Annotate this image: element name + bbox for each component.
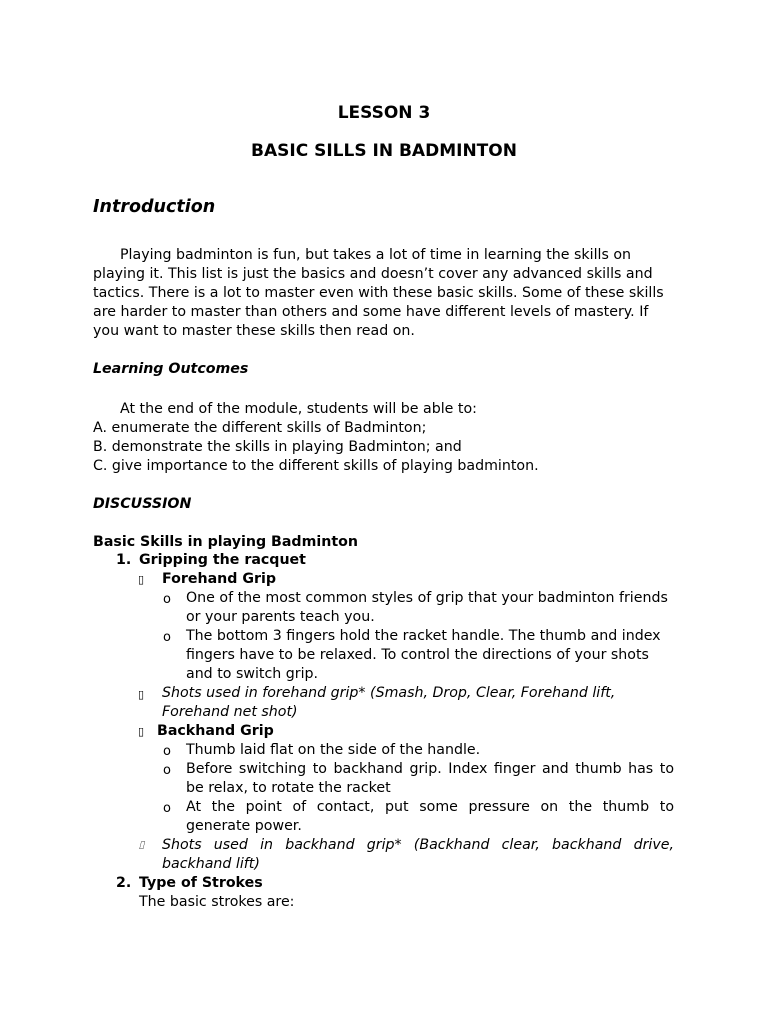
section-title: Basic Skills in playing Badminton bbox=[93, 534, 358, 550]
strokes-lead: The basic strokes are: bbox=[139, 894, 295, 910]
subject-title: BASIC SILLS IN BADMINTON bbox=[251, 141, 517, 161]
backhand-shots: Shots used in backhand grip* (Backhand clear, backhand drive, backhand lift) bbox=[162, 837, 674, 872]
circle-bullet-icon: o bbox=[163, 630, 171, 645]
lesson-title: LESSON 3 bbox=[337, 103, 431, 123]
outcome-item-a: A. enumerate the different skills of Badminton; bbox=[93, 420, 427, 436]
outcome-item-b: B. demonstrate the skills in playing Badminton; and bbox=[93, 439, 462, 455]
square-bullet-icon: ⌷ bbox=[138, 839, 145, 852]
forehand-point-1: One of the most common styles of grip that your badminton friends or your parents teach you. bbox=[186, 590, 668, 625]
circle-bullet-icon: o bbox=[163, 801, 171, 816]
circle-bullet-icon: o bbox=[163, 744, 171, 759]
circle-bullet-icon: o bbox=[163, 592, 171, 607]
outcome-item-c: C. give importance to the different skills of playing badminton. bbox=[93, 458, 539, 474]
learning-outcomes-lead: At the end of the module, students will be able to: bbox=[120, 401, 477, 417]
forehand-point-2: The bottom 3 fingers hold the racket handle. The thumb and index fingers have to be relaxed. To control the directions of your shots and to switch grip. bbox=[186, 628, 661, 682]
introduction-paragraph: Playing badminton is fun, but takes a lot of time in learning the skills on playing it. This list is just the basics and doesn’t cover any advanced skills and tactics. There is a lot to master even with these basic skills. Some of these skills are harder to master than others and some have different levels of mastery. If you want to master these skills then read on. bbox=[93, 247, 664, 339]
backhand-point-2: Before switching to backhand grip. Index finger and thumb has to be relax, to rotate the racket bbox=[186, 761, 674, 796]
backhand-grip-title: Backhand Grip bbox=[157, 723, 274, 739]
introduction-heading: Introduction bbox=[93, 197, 216, 217]
square-bullet-icon: ▯ bbox=[138, 688, 145, 701]
discussion-heading: DISCUSSION bbox=[93, 496, 192, 512]
learning-outcomes-heading: Learning Outcomes bbox=[93, 361, 249, 377]
backhand-point-1: Thumb laid flat on the side of the handle. bbox=[186, 742, 481, 758]
list-number-2: 2. bbox=[116, 875, 132, 891]
square-bullet-icon: ▯ bbox=[138, 573, 145, 586]
forehand-grip-title: Forehand Grip bbox=[162, 571, 277, 587]
circle-bullet-icon: o bbox=[163, 763, 171, 778]
forehand-shots: Shots used in forehand grip* (Smash, Drop, Clear, Forehand lift, Forehand net shot) bbox=[162, 685, 616, 720]
square-bullet-icon: ▯ bbox=[138, 725, 145, 738]
gripping-title: Gripping the racquet bbox=[139, 552, 306, 568]
strokes-title: Type of Strokes bbox=[139, 875, 263, 891]
backhand-point-3: At the point of contact, put some pressure on the thumb to generate power. bbox=[186, 799, 674, 834]
list-number-1: 1. bbox=[116, 552, 132, 568]
